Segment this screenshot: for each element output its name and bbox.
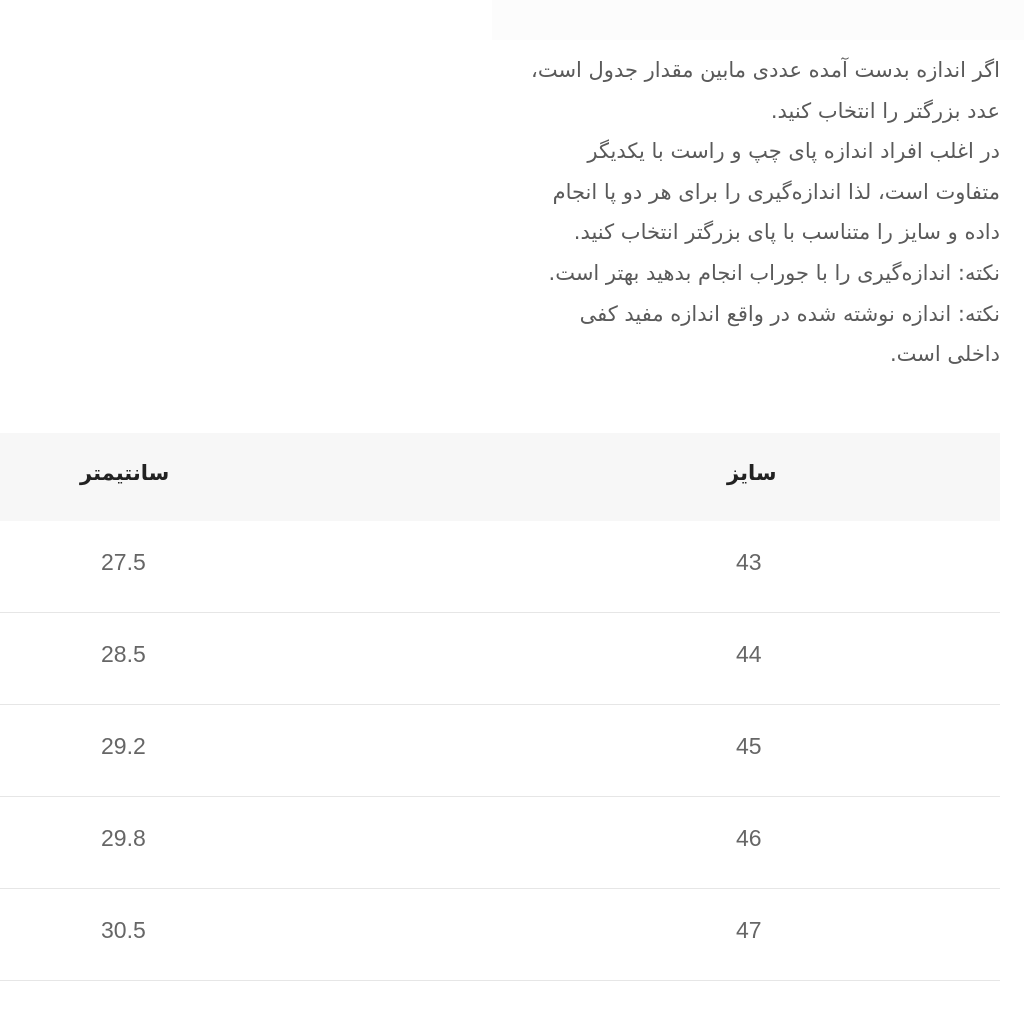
table-row [0,613,1000,705]
cell-centimeter: 30.5 [101,917,146,943]
cell-centimeter: 29.8 [101,825,146,851]
table-row [0,797,1000,889]
cell-size: 44 [736,641,762,667]
note-line: اگر اندازه بدست آمده عددی مابین مقدار جدول است، [531,58,1000,82]
cell-size: 46 [736,825,762,851]
cell-centimeter: 27.5 [101,549,146,575]
cell-centimeter: 29.2 [101,733,146,759]
size-guide-notes [440,50,1000,375]
header-centimeter: سانتیمتر [80,461,170,485]
table-row [0,521,1000,613]
header-size: سایز [727,461,777,485]
size-table [0,433,1000,981]
note-line: متفاوت است، لذا اندازه‌گیری را برای هر دو پا انجام [552,179,1000,204]
note-line: عدد بزرگتر را انتخاب کنید. [770,98,1000,123]
cell-size: 45 [736,733,762,759]
cell-centimeter: 28.5 [101,641,146,667]
cell-size: 47 [736,917,762,943]
note-line: در اغلب افراد اندازه پای چپ و راست با یکدیگر [587,139,1000,164]
top-strip [492,0,1024,40]
table-row [0,889,1000,981]
cell-size: 43 [736,549,762,575]
note-line: نکته: اندازه نوشته شده در واقع اندازه مفید کفی [579,301,1000,326]
table-header [0,433,1000,521]
note-line: داده و سایز را متناسب با پای بزرگتر انتخاب کنید. [573,220,1000,245]
note-line: نکته: اندازه‌گیری را با جوراب انجام بدهید بهتر است. [548,260,1000,285]
table-row [0,705,1000,797]
note-line: داخلی است. [889,342,1000,367]
